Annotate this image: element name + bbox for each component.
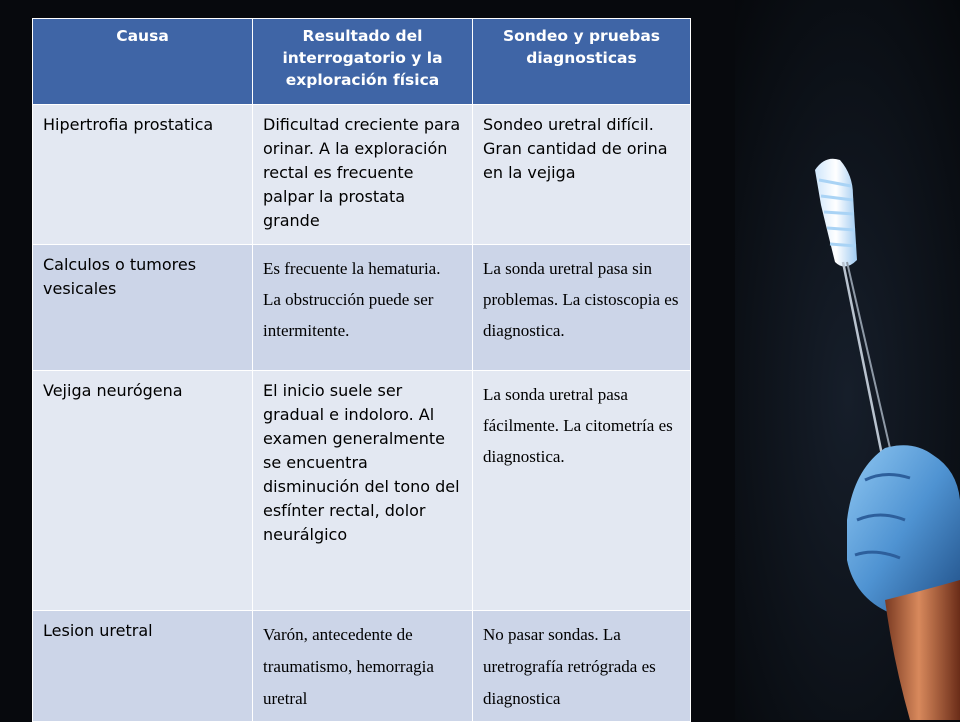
header-causa: Causa	[33, 19, 253, 105]
cell-result: Varón, antecedente de traumatismo, hemorragia uretral	[253, 611, 473, 722]
diagnosis-table	[32, 18, 691, 722]
cell-result: Es frecuente la hematuria. La obstrucción puede ser intermitente.	[253, 245, 473, 371]
cell-test: Sondeo uretral difícil. Gran cantidad de orina en la vejiga	[473, 105, 691, 245]
table-header-row	[33, 19, 691, 105]
cell-test: No pasar sondas. La uretrografía retrógrada es diagnostica	[473, 611, 691, 722]
table-row	[33, 611, 691, 722]
cell-cause: Lesion uretral	[33, 611, 253, 722]
header-sondeo: Sondeo y pruebas diagnosticas	[473, 19, 691, 105]
table-row	[33, 371, 691, 611]
cell-cause: Hipertrofia prostatica	[33, 105, 253, 245]
table-row	[33, 245, 691, 371]
cell-cause: Vejiga neurógena	[33, 371, 253, 611]
cell-cause: Calculos o tumores vesicales	[33, 245, 253, 371]
table-row	[33, 105, 691, 245]
gloved-hand-swab-photo	[735, 0, 960, 720]
cell-test: La sonda uretral pasa sin problemas. La cistoscopia es diagnostica.	[473, 245, 691, 371]
cell-result: Dificultad creciente para orinar. A la exploración rectal es frecuente palpar la prostata grande	[253, 105, 473, 245]
cell-result: El inicio suele ser gradual e indoloro. Al examen generalmente se encuentra disminución del tono del esfínter rectal, dolor neurálgico	[253, 371, 473, 611]
header-resultado: Resultado del interrogatorio y la exploración física	[253, 19, 473, 105]
cell-test: La sonda uretral pasa fácilmente. La citometría es diagnostica.	[473, 371, 691, 611]
